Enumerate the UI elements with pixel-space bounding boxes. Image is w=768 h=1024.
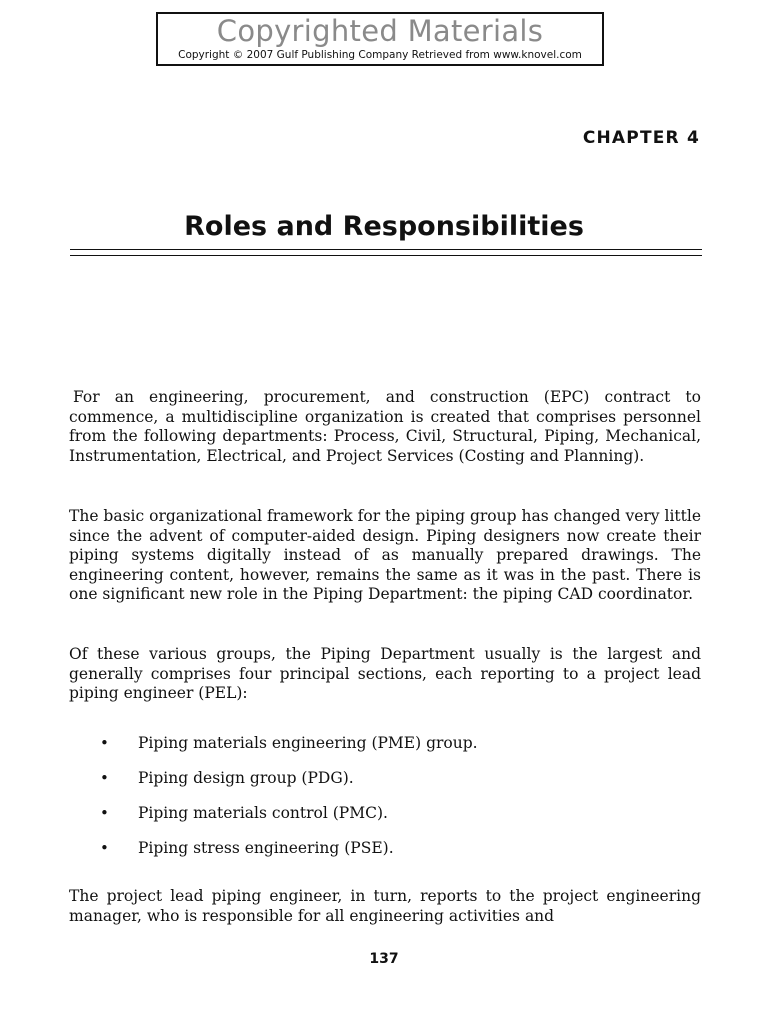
stamp-title: Copyrighted Materials [216,14,544,48]
bullet-icon: • [100,734,109,752]
paragraph-framework: The basic organizational framework for the piping group has changed very little since the advent of computer-aided design. Piping designers now create their piping systems digitally instead of as manually prepared drawings. The engineering content, however, remains the same as it was in the past. There is one significant new role in the Piping Department: the piping CAD coordinator. [69,507,701,604]
chapter-label: CHAPTER 4 [582,128,700,148]
sections-list [100,733,478,873]
list-item-text: Piping design group (PDG). [138,769,354,787]
page-number: 137 [369,951,399,967]
paragraph-reporting: The project lead piping engineer, in turn, reports to the project engineering manager, who is responsible for all engineering activities and [69,887,701,925]
list-item [100,803,478,838]
bullet-icon: • [100,804,109,822]
bullet-icon: • [100,839,109,857]
paragraph-groups: Of these various groups, the Piping Department usually is the largest and generally comprises four principal sections, each reporting to a project lead piping engineer (PEL): [69,645,701,703]
stamp-copyright-line: Copyright © 2007 Gulf Publishing Company Retrieved from www.knovel.com [178,49,582,61]
list-item [100,733,478,768]
paragraph-intro: For an engineering, procurement, and construction (EPC) contract to commence, a multidiscipline organization is created that comprises personnel from the following departments: Process, Civil, Structural, Piping, Mechanical, Instrumentation, Electrical, and Project Services (Costing and Planning). [69,388,701,465]
bullet-icon: • [100,769,109,787]
title-rule-top [70,249,702,250]
list-item [100,768,478,803]
chapter-title: Roles and Responsibilities [184,211,584,242]
copyright-stamp [156,12,604,66]
list-item-text: Piping stress engineering (PSE). [138,839,394,857]
list-item [100,838,478,873]
title-rule-bottom [70,255,702,256]
list-item-text: Piping materials control (PMC). [138,804,388,822]
list-item-text: Piping materials engineering (PME) group. [138,734,478,752]
